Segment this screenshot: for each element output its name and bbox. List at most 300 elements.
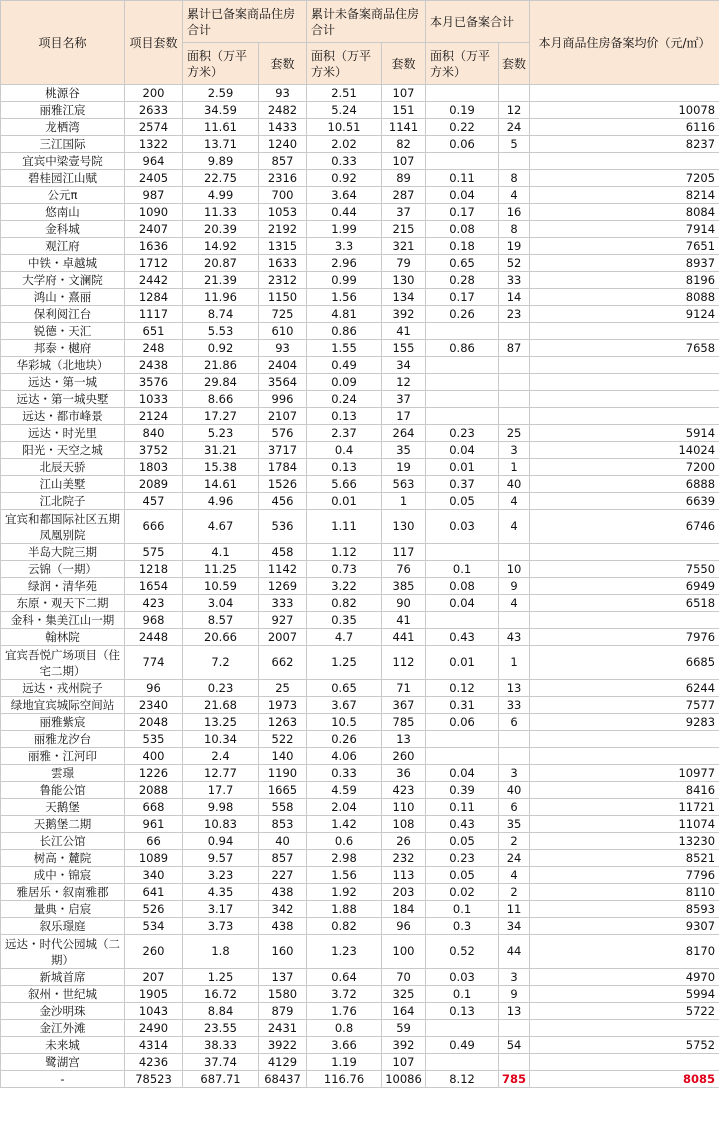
month-area-cell xyxy=(426,731,499,748)
unfiled-area-cell: 0.09 xyxy=(307,374,382,391)
filed-area-cell: 4.35 xyxy=(183,884,259,901)
total-row xyxy=(1,1071,719,1088)
header-project-name: 项目名称 xyxy=(1,1,125,85)
header-filed-sets: 套数 xyxy=(259,43,307,85)
project-name-cell: 远达・时光里 xyxy=(1,425,125,442)
unfiled-sets-cell: 37 xyxy=(382,391,426,408)
project-units-cell: 457 xyxy=(125,493,183,510)
table-row xyxy=(1,442,719,459)
filed-sets-cell: 3922 xyxy=(259,1037,307,1054)
month-sets-cell: 9 xyxy=(499,986,530,1003)
project-name-cell: 天鹅堡二期 xyxy=(1,816,125,833)
unfiled-area-cell: 1.56 xyxy=(307,289,382,306)
project-units-cell: 1284 xyxy=(125,289,183,306)
filed-area-cell: 2.59 xyxy=(183,85,259,102)
filed-sets-cell: 536 xyxy=(259,510,307,544)
table-row xyxy=(1,1037,719,1054)
filed-sets-cell: 438 xyxy=(259,918,307,935)
filed-area-cell: 9.57 xyxy=(183,850,259,867)
filed-sets-cell: 1526 xyxy=(259,476,307,493)
project-units-cell: 987 xyxy=(125,187,183,204)
project-units-cell: 1117 xyxy=(125,306,183,323)
project-name-cell: 远达・都市峰景 xyxy=(1,408,125,425)
unfiled-area-cell: 2.37 xyxy=(307,425,382,442)
avg-price-cell: 6244 xyxy=(530,680,719,697)
unfiled-area-cell: 3.72 xyxy=(307,986,382,1003)
unfiled-sets-cell: 76 xyxy=(382,561,426,578)
table-row xyxy=(1,357,719,374)
header-filed-area: 面积（万平方米） xyxy=(183,43,259,85)
unfiled-area-cell: 0.33 xyxy=(307,765,382,782)
unfiled-sets-cell: 215 xyxy=(382,221,426,238)
avg-price-cell: 9283 xyxy=(530,714,719,731)
filed-area-cell: 4.96 xyxy=(183,493,259,510)
month-sets-cell: 34 xyxy=(499,918,530,935)
total-project-name-cell: - xyxy=(1,1071,125,1088)
filed-sets-cell: 2404 xyxy=(259,357,307,374)
unfiled-area-cell: 0.86 xyxy=(307,323,382,340)
avg-price-cell xyxy=(530,153,719,170)
unfiled-sets-cell: 59 xyxy=(382,1020,426,1037)
month-sets-cell: 3 xyxy=(499,765,530,782)
project-name-cell: 长江公馆 xyxy=(1,833,125,850)
project-units-cell: 3576 xyxy=(125,374,183,391)
project-name-cell: 金科・集美江山一期 xyxy=(1,612,125,629)
project-name-cell: 天鹅堡 xyxy=(1,799,125,816)
month-sets-cell: 19 xyxy=(499,238,530,255)
project-name-cell: 公元π xyxy=(1,187,125,204)
table-row xyxy=(1,323,719,340)
avg-price-cell: 8110 xyxy=(530,884,719,901)
table-row xyxy=(1,629,719,646)
filed-area-cell: 34.59 xyxy=(183,102,259,119)
table-row xyxy=(1,714,719,731)
unfiled-sets-cell: 79 xyxy=(382,255,426,272)
avg-price-cell xyxy=(530,731,719,748)
month-area-cell xyxy=(426,357,499,374)
filed-sets-cell: 93 xyxy=(259,340,307,357)
unfiled-area-cell: 1.55 xyxy=(307,340,382,357)
month-area-cell: 0.02 xyxy=(426,884,499,901)
month-sets-cell: 1 xyxy=(499,646,530,680)
month-sets-cell: 40 xyxy=(499,476,530,493)
unfiled-sets-cell: 367 xyxy=(382,697,426,714)
month-sets-cell: 6 xyxy=(499,799,530,816)
unfiled-area-cell: 1.99 xyxy=(307,221,382,238)
month-area-cell: 0.22 xyxy=(426,119,499,136)
filed-sets-cell: 2007 xyxy=(259,629,307,646)
project-units-cell: 340 xyxy=(125,867,183,884)
project-units-cell: 526 xyxy=(125,901,183,918)
month-area-cell: 0.08 xyxy=(426,221,499,238)
unfiled-sets-cell: 107 xyxy=(382,1054,426,1071)
avg-price-cell: 5752 xyxy=(530,1037,719,1054)
avg-price-cell: 6746 xyxy=(530,510,719,544)
filed-sets-cell: 25 xyxy=(259,680,307,697)
month-area-cell: 0.01 xyxy=(426,459,499,476)
filed-area-cell: 5.53 xyxy=(183,323,259,340)
project-name-cell: 新城首席 xyxy=(1,969,125,986)
month-area-cell: 0.04 xyxy=(426,765,499,782)
filed-area-cell: 10.83 xyxy=(183,816,259,833)
month-sets-cell: 2 xyxy=(499,833,530,850)
filed-area-cell: 3.23 xyxy=(183,867,259,884)
filed-sets-cell: 853 xyxy=(259,816,307,833)
project-name-cell: 江北院子 xyxy=(1,493,125,510)
month-sets-cell: 4 xyxy=(499,187,530,204)
filed-area-cell: 2.4 xyxy=(183,748,259,765)
unfiled-area-cell: 0.13 xyxy=(307,408,382,425)
month-sets-cell: 10 xyxy=(499,561,530,578)
filed-area-cell: 22.75 xyxy=(183,170,259,187)
avg-price-cell: 14024 xyxy=(530,442,719,459)
avg-price-cell xyxy=(530,374,719,391)
filed-sets-cell: 1240 xyxy=(259,136,307,153)
project-units-cell: 3752 xyxy=(125,442,183,459)
month-area-cell: 0.52 xyxy=(426,935,499,969)
unfiled-sets-cell: 107 xyxy=(382,85,426,102)
filed-sets-cell: 3564 xyxy=(259,374,307,391)
table-row xyxy=(1,1003,719,1020)
table-row xyxy=(1,340,719,357)
unfiled-area-cell: 0.24 xyxy=(307,391,382,408)
unfiled-area-cell: 0.92 xyxy=(307,170,382,187)
project-units-cell: 2089 xyxy=(125,476,183,493)
unfiled-area-cell: 3.66 xyxy=(307,1037,382,1054)
project-units-cell: 1712 xyxy=(125,255,183,272)
filed-area-cell: 8.84 xyxy=(183,1003,259,1020)
table-row xyxy=(1,374,719,391)
project-units-cell: 66 xyxy=(125,833,183,850)
month-area-cell: 0.04 xyxy=(426,595,499,612)
filed-sets-cell: 1269 xyxy=(259,578,307,595)
project-name-cell: 宜宾中梁壹号院 xyxy=(1,153,125,170)
table-row xyxy=(1,748,719,765)
project-units-cell: 2340 xyxy=(125,697,183,714)
project-units-cell: 1905 xyxy=(125,986,183,1003)
month-area-cell: 0.28 xyxy=(426,272,499,289)
month-area-cell: 0.86 xyxy=(426,340,499,357)
table-row xyxy=(1,459,719,476)
filed-sets-cell: 2192 xyxy=(259,221,307,238)
project-name-cell: 龙栖湾 xyxy=(1,119,125,136)
project-units-cell: 968 xyxy=(125,612,183,629)
project-name-cell: 绿润・清华苑 xyxy=(1,578,125,595)
table-row xyxy=(1,102,719,119)
month-sets-cell: 8 xyxy=(499,221,530,238)
unfiled-sets-cell: 82 xyxy=(382,136,426,153)
month-sets-cell: 24 xyxy=(499,850,530,867)
unfiled-sets-cell: 12 xyxy=(382,374,426,391)
unfiled-sets-cell: 17 xyxy=(382,408,426,425)
avg-price-cell: 8593 xyxy=(530,901,719,918)
month-area-cell: 0.37 xyxy=(426,476,499,493)
unfiled-area-cell: 4.06 xyxy=(307,748,382,765)
unfiled-sets-cell: 34 xyxy=(382,357,426,374)
month-sets-cell xyxy=(499,544,530,561)
project-name-cell: 大学府・文澜院 xyxy=(1,272,125,289)
table-row xyxy=(1,850,719,867)
filed-sets-cell: 662 xyxy=(259,646,307,680)
month-sets-cell: 12 xyxy=(499,102,530,119)
month-sets-cell: 1 xyxy=(499,459,530,476)
avg-price-cell: 11721 xyxy=(530,799,719,816)
project-name-cell: 锐德・天汇 xyxy=(1,323,125,340)
unfiled-sets-cell: 203 xyxy=(382,884,426,901)
month-area-cell: 0.23 xyxy=(426,850,499,867)
filed-area-cell: 21.68 xyxy=(183,697,259,714)
filed-area-cell: 29.84 xyxy=(183,374,259,391)
project-units-cell: 4314 xyxy=(125,1037,183,1054)
filed-sets-cell: 1433 xyxy=(259,119,307,136)
project-name-cell: 江山美墅 xyxy=(1,476,125,493)
filed-sets-cell: 140 xyxy=(259,748,307,765)
project-name-cell: 宜宾和都国际社区五期凤凰别院 xyxy=(1,510,125,544)
project-units-cell: 1636 xyxy=(125,238,183,255)
filed-sets-cell: 458 xyxy=(259,544,307,561)
unfiled-sets-cell: 13 xyxy=(382,731,426,748)
unfiled-sets-cell: 19 xyxy=(382,459,426,476)
unfiled-area-cell: 2.04 xyxy=(307,799,382,816)
filed-sets-cell: 725 xyxy=(259,306,307,323)
project-units-cell: 840 xyxy=(125,425,183,442)
project-units-cell: 961 xyxy=(125,816,183,833)
unfiled-area-cell: 1.42 xyxy=(307,816,382,833)
table-row xyxy=(1,510,719,544)
avg-price-cell: 9124 xyxy=(530,306,719,323)
table-body xyxy=(1,85,719,1088)
project-name-cell: 保利阅江台 xyxy=(1,306,125,323)
filed-sets-cell: 1973 xyxy=(259,697,307,714)
table-row xyxy=(1,544,719,561)
table-row xyxy=(1,153,719,170)
project-name-cell: 阳光・天空之城 xyxy=(1,442,125,459)
filed-area-cell: 17.7 xyxy=(183,782,259,799)
month-sets-cell: 4 xyxy=(499,595,530,612)
avg-price-cell xyxy=(530,544,719,561)
unfiled-area-cell: 2.02 xyxy=(307,136,382,153)
unfiled-area-cell: 1.88 xyxy=(307,901,382,918)
unfiled-sets-cell: 89 xyxy=(382,170,426,187)
month-sets-cell: 52 xyxy=(499,255,530,272)
filed-sets-cell: 4129 xyxy=(259,1054,307,1071)
unfiled-sets-cell: 184 xyxy=(382,901,426,918)
filed-area-cell: 38.33 xyxy=(183,1037,259,1054)
month-sets-cell xyxy=(499,357,530,374)
filed-sets-cell: 1263 xyxy=(259,714,307,731)
avg-price-cell: 8088 xyxy=(530,289,719,306)
table-row xyxy=(1,493,719,510)
project-units-cell: 2124 xyxy=(125,408,183,425)
total-unfiled-sets-cell: 10086 xyxy=(382,1071,426,1088)
month-sets-cell: 40 xyxy=(499,782,530,799)
filed-sets-cell: 700 xyxy=(259,187,307,204)
project-name-cell: 量典・启宸 xyxy=(1,901,125,918)
total-month-sets-cell: 785 xyxy=(499,1071,530,1088)
filed-area-cell: 8.74 xyxy=(183,306,259,323)
project-units-cell: 651 xyxy=(125,323,183,340)
project-name-cell: 翰林院 xyxy=(1,629,125,646)
avg-price-cell: 7796 xyxy=(530,867,719,884)
month-sets-cell: 13 xyxy=(499,1003,530,1020)
project-units-cell: 2490 xyxy=(125,1020,183,1037)
avg-price-cell: 5722 xyxy=(530,1003,719,1020)
project-units-cell: 2442 xyxy=(125,272,183,289)
header-month-sets: 套数 xyxy=(499,43,530,85)
month-area-cell xyxy=(426,391,499,408)
project-units-cell: 2405 xyxy=(125,170,183,187)
project-units-cell: 668 xyxy=(125,799,183,816)
project-name-cell: 绿地宜宾城际空间站 xyxy=(1,697,125,714)
month-sets-cell: 35 xyxy=(499,816,530,833)
unfiled-sets-cell: 130 xyxy=(382,510,426,544)
header-filed-total: 累计已备案商品住房合计 xyxy=(183,1,307,43)
month-sets-cell xyxy=(499,391,530,408)
project-name-cell: 桃源谷 xyxy=(1,85,125,102)
project-units-cell: 260 xyxy=(125,935,183,969)
filed-area-cell: 8.66 xyxy=(183,391,259,408)
month-area-cell: 0.23 xyxy=(426,425,499,442)
project-units-cell: 1226 xyxy=(125,765,183,782)
project-name-cell: 金科城 xyxy=(1,221,125,238)
month-area-cell: 0.31 xyxy=(426,697,499,714)
project-name-cell: 未来城 xyxy=(1,1037,125,1054)
unfiled-area-cell: 1.11 xyxy=(307,510,382,544)
avg-price-cell: 11074 xyxy=(530,816,719,833)
month-sets-cell: 24 xyxy=(499,119,530,136)
total-unfiled-area-cell: 116.76 xyxy=(307,1071,382,1088)
unfiled-area-cell: 0.13 xyxy=(307,459,382,476)
filed-area-cell: 23.55 xyxy=(183,1020,259,1037)
header-month-area: 面积（万平方米） xyxy=(426,43,499,85)
unfiled-sets-cell: 325 xyxy=(382,986,426,1003)
filed-area-cell: 15.38 xyxy=(183,459,259,476)
table-row xyxy=(1,833,719,850)
filed-area-cell: 16.72 xyxy=(183,986,259,1003)
project-units-cell: 666 xyxy=(125,510,183,544)
avg-price-cell: 8416 xyxy=(530,782,719,799)
unfiled-area-cell: 3.67 xyxy=(307,697,382,714)
unfiled-sets-cell: 70 xyxy=(382,969,426,986)
filed-sets-cell: 1150 xyxy=(259,289,307,306)
unfiled-sets-cell: 26 xyxy=(382,833,426,850)
table-row xyxy=(1,935,719,969)
month-area-cell: 0.03 xyxy=(426,510,499,544)
unfiled-sets-cell: 287 xyxy=(382,187,426,204)
table-row xyxy=(1,425,719,442)
project-name-cell: 鹭湖宫 xyxy=(1,1054,125,1071)
table-row xyxy=(1,204,719,221)
project-name-cell: 华彩城（北地块） xyxy=(1,357,125,374)
table-row xyxy=(1,646,719,680)
unfiled-sets-cell: 130 xyxy=(382,272,426,289)
unfiled-sets-cell: 107 xyxy=(382,153,426,170)
project-units-cell: 575 xyxy=(125,544,183,561)
project-units-cell: 1322 xyxy=(125,136,183,153)
filed-area-cell: 14.61 xyxy=(183,476,259,493)
unfiled-sets-cell: 96 xyxy=(382,918,426,935)
avg-price-cell: 8521 xyxy=(530,850,719,867)
month-sets-cell: 8 xyxy=(499,170,530,187)
unfiled-area-cell: 5.24 xyxy=(307,102,382,119)
month-sets-cell: 43 xyxy=(499,629,530,646)
project-name-cell: 成中・锦宸 xyxy=(1,867,125,884)
filed-sets-cell: 2482 xyxy=(259,102,307,119)
month-area-cell: 0.17 xyxy=(426,289,499,306)
project-name-cell: 叙州・世纪城 xyxy=(1,986,125,1003)
filed-area-cell: 20.66 xyxy=(183,629,259,646)
project-name-cell: 树高・麓院 xyxy=(1,850,125,867)
unfiled-area-cell: 3.64 xyxy=(307,187,382,204)
month-area-cell: 0.12 xyxy=(426,680,499,697)
project-units-cell: 2448 xyxy=(125,629,183,646)
month-sets-cell xyxy=(499,85,530,102)
project-name-cell: 远达・时代公园城（二期） xyxy=(1,935,125,969)
project-units-cell: 1654 xyxy=(125,578,183,595)
filed-sets-cell: 927 xyxy=(259,612,307,629)
unfiled-sets-cell: 117 xyxy=(382,544,426,561)
project-units-cell: 96 xyxy=(125,680,183,697)
month-sets-cell xyxy=(499,374,530,391)
filed-area-cell: 9.89 xyxy=(183,153,259,170)
table-row xyxy=(1,476,719,493)
filed-sets-cell: 333 xyxy=(259,595,307,612)
month-sets-cell xyxy=(499,1020,530,1037)
unfiled-sets-cell: 112 xyxy=(382,646,426,680)
project-name-cell: 远达・第一城央墅 xyxy=(1,391,125,408)
month-area-cell: 0.19 xyxy=(426,102,499,119)
table-row xyxy=(1,187,719,204)
project-name-cell: 雅居乐・叙南雅郡 xyxy=(1,884,125,901)
table-row xyxy=(1,986,719,1003)
unfiled-sets-cell: 71 xyxy=(382,680,426,697)
unfiled-sets-cell: 392 xyxy=(382,1037,426,1054)
avg-price-cell: 10977 xyxy=(530,765,719,782)
month-area-cell xyxy=(426,374,499,391)
avg-price-cell xyxy=(530,612,719,629)
avg-price-cell xyxy=(530,391,719,408)
unfiled-sets-cell: 164 xyxy=(382,1003,426,1020)
filed-sets-cell: 2316 xyxy=(259,170,307,187)
month-area-cell xyxy=(426,1020,499,1037)
project-name-cell: 碧桂园江山赋 xyxy=(1,170,125,187)
table-row xyxy=(1,85,719,102)
filed-sets-cell: 438 xyxy=(259,884,307,901)
month-area-cell xyxy=(426,153,499,170)
filed-area-cell: 13.71 xyxy=(183,136,259,153)
avg-price-cell: 8196 xyxy=(530,272,719,289)
unfiled-sets-cell: 392 xyxy=(382,306,426,323)
avg-price-cell: 13230 xyxy=(530,833,719,850)
project-name-cell: 丽雅龙汐台 xyxy=(1,731,125,748)
unfiled-area-cell: 0.33 xyxy=(307,153,382,170)
filed-area-cell: 37.74 xyxy=(183,1054,259,1071)
unfiled-area-cell: 0.6 xyxy=(307,833,382,850)
project-units-cell: 2088 xyxy=(125,782,183,799)
unfiled-sets-cell: 35 xyxy=(382,442,426,459)
unfiled-area-cell: 10.51 xyxy=(307,119,382,136)
filed-sets-cell: 2107 xyxy=(259,408,307,425)
month-area-cell: 0.01 xyxy=(426,646,499,680)
table-row xyxy=(1,289,719,306)
project-units-cell: 200 xyxy=(125,85,183,102)
filed-sets-cell: 342 xyxy=(259,901,307,918)
unfiled-area-cell: 2.51 xyxy=(307,85,382,102)
unfiled-sets-cell: 785 xyxy=(382,714,426,731)
filed-area-cell: 0.23 xyxy=(183,680,259,697)
month-area-cell: 0.1 xyxy=(426,561,499,578)
project-name-cell: 丽雅紫宸 xyxy=(1,714,125,731)
